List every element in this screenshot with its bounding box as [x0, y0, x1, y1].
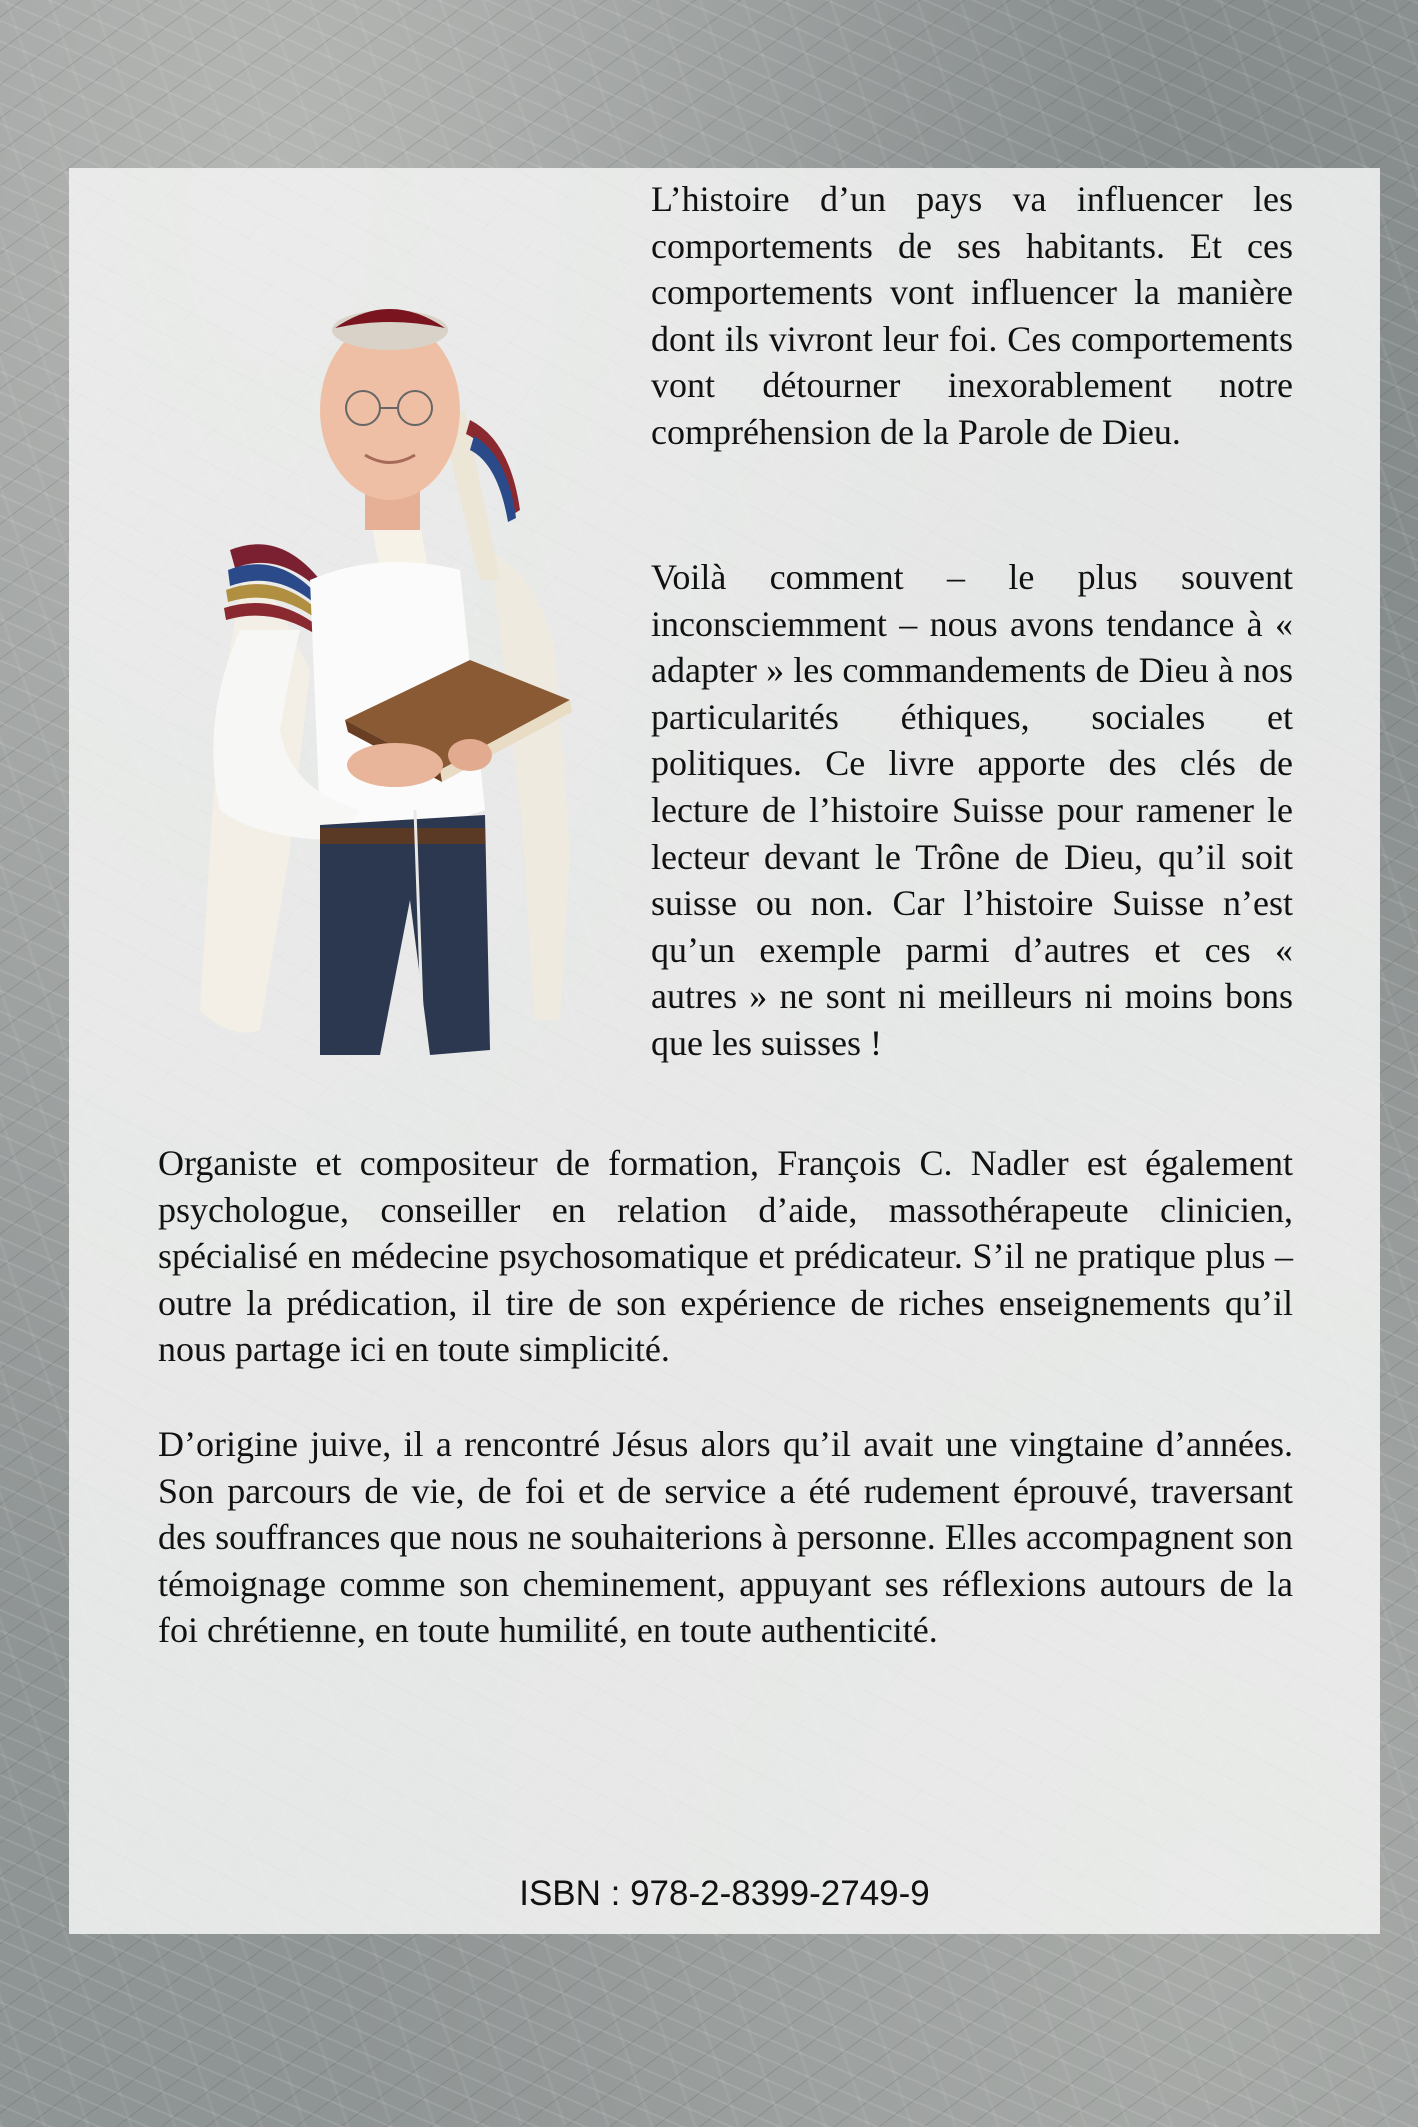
paragraph-3: Organiste et compositeur de formation, François C. Nadler est également psychologue, conseiller en relation d’aide, massothérapeute clinicien, spécialisé en médecine psychosomatique et prédicateur. S’il ne pratique plus – outre la prédication, il tire de son expérience de riches enseignements qu’il nous partage ici en toute simplicité. [158, 1143, 1293, 1370]
paragraph-4: D’origine juive, il a rencontré Jésus alors qu’il avait une vingtaine d’années. Son parcours de vie, de foi et de service a été rudement éprouvé, traversant des souffrances que nous ne souhaiterions à personne. Elles accompagnent son témoignage comme son cheminement, appuyant ses réflexions autours de la foi chrétienne, en toute humilité, en toute authenticité. [158, 1424, 1293, 1651]
isbn-label: ISBN : 978-2-8399-2749-9 [519, 1874, 930, 1913]
jeans [320, 815, 490, 1055]
author-photo [140, 250, 660, 1055]
prayer-shawl-right [490, 550, 570, 1020]
paragraph-1: L’histoire d’un pays va influencer les comportements de ses habitants. Et ces comportements vont influencer la manière dont ils vivront leur foi. Ces comportements vont détourner inexorablement notre compréhension de la Parole de Dieu. [651, 179, 1293, 452]
paragraph-2: Voilà comment – le plus souvent inconsciemment – nous avons tendance à « adapter » les commandements de Dieu à nos particularités éthiques, sociales et politiques. Ce livre apporte des clés de lecture de l’histoire Suisse pour ramener le lecteur devant le Trône de Dieu, qu’il soit suisse ou non. Car l’histoire Suisse n’est qu’un exemple parmi d’autres et ces « autres » ne sont ni meilleurs ni moins bons que les suisses ! [651, 557, 1293, 1063]
